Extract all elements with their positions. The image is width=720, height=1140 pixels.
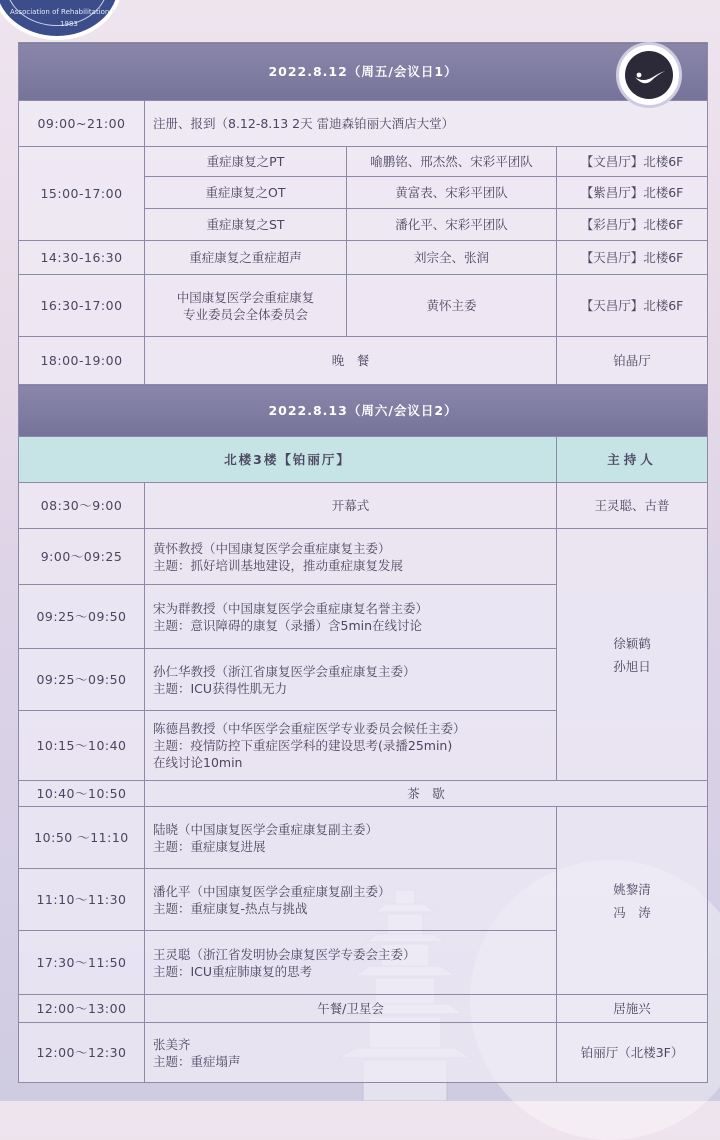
time-cell: 09:25～09:50	[19, 585, 145, 649]
talk-topic: 主题：疫情防控下重症医学科的建设思考(录播25min)	[153, 738, 453, 753]
table-row	[19, 529, 708, 585]
talk-topic: 主题：意识障碍的康复（录播）含5min在线讨论	[153, 617, 423, 633]
session-speaker: 潘化平、宋彩平团队	[347, 209, 557, 241]
host-cell: 居施兴	[557, 995, 708, 1023]
talk-speaker: 潘化平（中国康复医学会重症康复副主委）	[153, 883, 391, 899]
time-cell: 18:00-19:00	[19, 337, 145, 385]
session-topic	[145, 275, 347, 337]
talk-speaker: 王灵聪（浙江省发明协会康复医学专委会主委）	[153, 946, 416, 962]
dinner-cell: 晚 餐	[145, 337, 557, 385]
talk-topic: 主题：ICU获得性肌无力	[153, 680, 288, 696]
logo-text: Association of Rehabilitation Me	[10, 8, 122, 16]
time-cell: 09:25～09:50	[19, 649, 145, 711]
table-row	[19, 781, 708, 807]
session-topic: 重症康复之PT	[145, 147, 347, 177]
host-name: 徐颖鹤	[613, 635, 651, 651]
schedule-table	[18, 42, 708, 1083]
bird-icon	[625, 51, 673, 99]
session-venue: 【彩昌厅】北楼6F	[557, 209, 708, 241]
talk-note: 在线讨论10min	[153, 755, 243, 770]
talk-topic: 主题：ICU重症肺康复的思考	[153, 963, 313, 979]
talk-speaker: 陆晓（中国康复医学会重症康复副主委）	[153, 821, 379, 837]
day1-title: 2022.8.12（周五/会议日1）	[19, 43, 708, 101]
emblem-inner	[625, 51, 673, 99]
emblem-icon	[616, 42, 682, 108]
break-cell: 茶 歇	[145, 781, 708, 807]
talk-cell	[145, 529, 557, 585]
session-venue: 【文昌厅】北楼6F	[557, 147, 708, 177]
table-row	[19, 101, 708, 147]
time-cell: 17:30～11:50	[19, 931, 145, 995]
topic-line: 中国康复医学会重症康复	[176, 289, 315, 305]
time-cell: 10:40～10:50	[19, 781, 145, 807]
table-row	[19, 1023, 708, 1083]
venue-header: 北楼3楼【铂丽厅】	[19, 437, 557, 483]
day2-header-row	[19, 385, 708, 437]
host-header: 主持人	[557, 437, 708, 483]
topic-line: 专业委员会全体委员会	[182, 306, 308, 322]
talk-speaker: 宋为群教授（中国康复医学会重症康复名誉主委）	[153, 600, 429, 616]
talk-topic: 主题：抓好培训基地建设，推动重症康复发展	[153, 557, 404, 573]
time-cell: 12:00～12:30	[19, 1023, 145, 1083]
session-venue: 【天昌厅】北楼6F	[557, 241, 708, 275]
session-speaker: 黄富表、宋彩平团队	[347, 177, 557, 209]
session-speaker: 黄怀主委	[347, 275, 557, 337]
talk-topic: 主题：重症康复-热点与挑战	[153, 900, 308, 916]
association-logo	[0, 0, 122, 40]
talk-cell	[145, 585, 557, 649]
opening-cell: 开幕式	[145, 483, 557, 529]
lunch-cell: 午餐/卫星会	[145, 995, 557, 1023]
talk-speaker: 张美齐	[153, 1036, 191, 1052]
talk-cell	[145, 807, 557, 869]
logo-year: 1983	[60, 20, 78, 28]
host-cell	[557, 529, 708, 781]
session-topic: 重症康复之ST	[145, 209, 347, 241]
host-name: 孙旭日	[613, 658, 651, 674]
talk-cell	[145, 1023, 557, 1083]
time-cell: 11:10～11:30	[19, 869, 145, 931]
day2-title: 2022.8.13（周六/会议日2）	[19, 385, 708, 437]
time-cell: 08:30～9:00	[19, 483, 145, 529]
talk-cell	[145, 869, 557, 931]
table-row	[19, 337, 708, 385]
session-venue: 铂晶厅	[557, 337, 708, 385]
time-cell: 10:15～10:40	[19, 711, 145, 781]
host-name: 冯 涛	[613, 904, 651, 920]
time-cell: 14:30-16:30	[19, 241, 145, 275]
session-topic: 重症康复之OT	[145, 177, 347, 209]
session-speaker: 喻鹏铭、邢杰然、宋彩平团队	[347, 147, 557, 177]
talk-cell	[145, 931, 557, 995]
talk-cell	[145, 711, 557, 781]
host-cell	[557, 807, 708, 995]
day1-header-row	[19, 43, 708, 101]
time-cell: 9:00～09:25	[19, 529, 145, 585]
session-venue: 【天昌厅】北楼6F	[557, 275, 708, 337]
time-cell: 15:00-17:00	[19, 147, 145, 241]
session-speaker: 刘宗全、张润	[347, 241, 557, 275]
talk-cell	[145, 649, 557, 711]
talk-speaker: 黄怀教授（中国康复医学会重症康复主委）	[153, 540, 391, 556]
registration-cell: 注册、报到（8.12-8.13 2天 雷迪森铂丽大酒店大堂）	[145, 101, 708, 147]
talk-speaker: 陈德昌教授（中华医学会重症医学专业委员会候任主委）	[153, 721, 466, 736]
host-cell: 王灵聪、古普	[557, 483, 708, 529]
session-venue: 铂丽厅（北楼3F）	[557, 1023, 708, 1083]
session-venue: 【紫昌厅】北楼6F	[557, 177, 708, 209]
session-topic: 重症康复之重症超声	[145, 241, 347, 275]
table-row	[19, 147, 708, 177]
table-row	[19, 275, 708, 337]
table-row	[19, 241, 708, 275]
table-row	[19, 807, 708, 869]
time-cell: 12:00～13:00	[19, 995, 145, 1023]
table-row	[19, 483, 708, 529]
talk-speaker: 孙仁华教授（浙江省康复医学会重症康复主委）	[153, 663, 416, 679]
table-row	[19, 995, 708, 1023]
talk-topic: 主题：重症塌声	[153, 1053, 241, 1069]
time-cell: 09:00~21:00	[19, 101, 145, 147]
host-name: 姚黎清	[613, 881, 651, 897]
venue-header-row	[19, 437, 708, 483]
time-cell: 10:50 ～11:10	[19, 807, 145, 869]
talk-topic: 主题：重症康复进展	[153, 838, 266, 854]
time-cell: 16:30-17:00	[19, 275, 145, 337]
